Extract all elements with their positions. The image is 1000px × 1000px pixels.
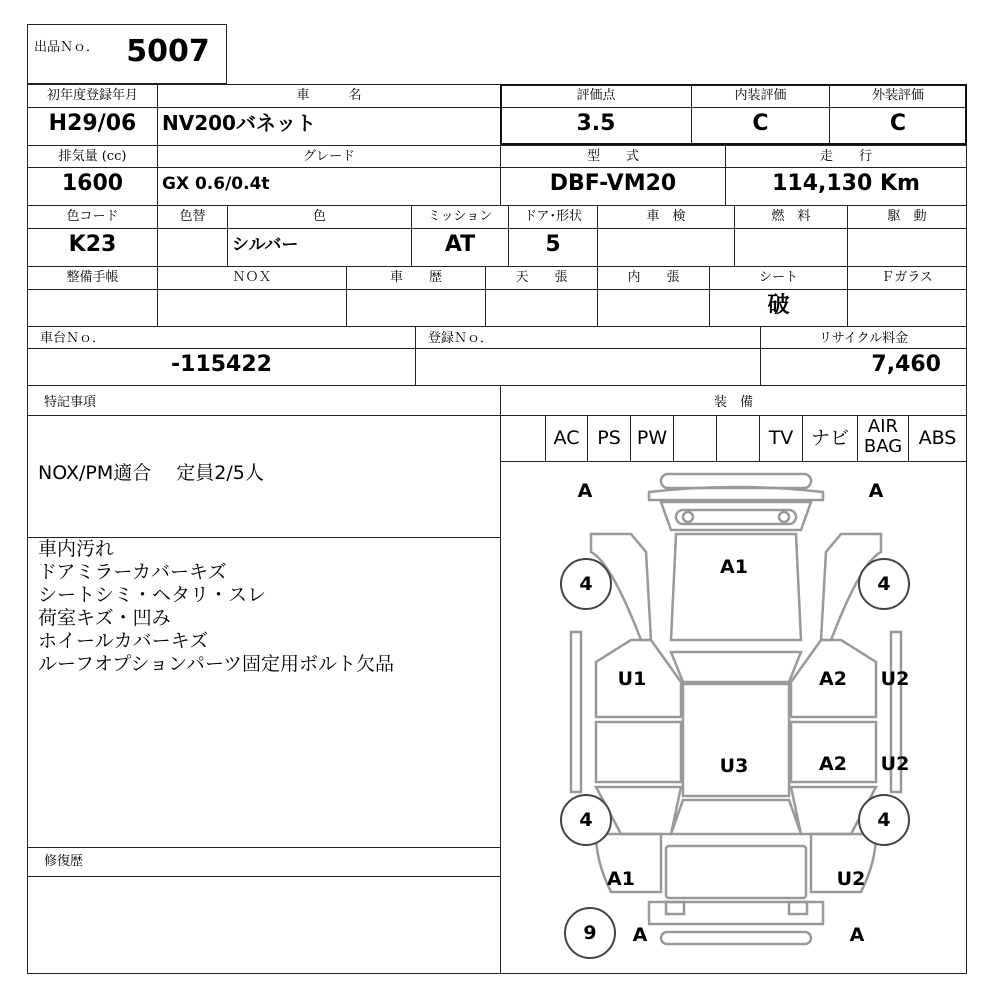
grade-value: GX 0.6/0.4t [162,174,270,194]
cond-left-front-door: U1 [617,668,647,690]
special-notes-label: 特記事項 [44,395,97,410]
equip-airbag: AIR BAG [863,416,903,457]
tire-front-right: 4 [858,558,910,610]
roof-lining-label: 天 張 [515,270,568,285]
remark-item: シートシミ・ヘタリ・スレ [38,584,267,606]
equip-tv: TV [768,427,794,449]
score-value: 3.5 [576,111,616,136]
mission-label: ミッション [427,209,493,224]
mission-value: AT [444,232,476,257]
repaint-label: 色替 [179,209,206,224]
chassis-value: -115422 [171,352,272,377]
door-value: 5 [545,232,561,257]
door-label: ドア･形状 [523,209,583,224]
seat-value: 破 [767,293,790,318]
color-code-value: K23 [68,232,117,257]
cond-right-front-edge: U2 [880,668,910,690]
color-value: シルバー [232,235,299,255]
reg-no-label: 登録Ｎｏ． [428,331,494,346]
remarks-list [38,538,394,676]
drive-label: 駆 動 [887,209,927,224]
cond-bumper-right: A [849,924,865,946]
equip-ac: AC [553,427,580,449]
lot-number: 5007 [126,34,210,69]
fuel-label: 燃 料 [771,209,811,224]
cond-rear-left: A1 [607,868,635,890]
cond-hood: A1 [720,556,748,578]
cond-right-front-door: A2 [819,668,847,690]
reg-date-value: H29/06 [48,111,137,136]
displacement-value: 1600 [61,171,124,196]
exterior-value: C [889,111,907,136]
model-label: 型 式 [586,149,639,164]
service-book-label: 整備手帳 [66,270,119,285]
interior-label: 内装評価 [734,88,787,103]
equip-abs: ABS [918,427,957,449]
cond-front-left: A [577,480,593,502]
seat-label: シート [758,270,798,285]
color-label: 色 [312,209,326,224]
car-diagram [501,462,966,972]
cond-bumper-left: A [632,924,648,946]
glass-label: Ｆガラス [881,270,933,285]
mileage-label: 走 行 [819,149,872,164]
remark-item: ホイールカバーキズ [38,630,209,652]
tire-front-left: 4 [560,558,612,610]
cond-right-rear-edge: U2 [880,753,910,775]
lot-label: 出品Ｎｏ． [34,40,100,55]
chassis-label: 車台Ｎｏ． [40,331,106,346]
repair-history-label: 修復歴 [44,854,84,869]
color-code-label: 色コード [66,209,119,224]
inspection-label: 車 検 [646,209,686,224]
recycle-value: 7,460 [871,352,941,377]
tire-rear-left: 4 [560,794,612,846]
remark-item: ドアミラーカバーキズ [38,561,227,583]
cond-front-right: A [868,480,884,502]
spare-tire: 9 [564,907,616,959]
nox-label: ＮＯＸ [232,270,272,285]
interior-lining-label: 内 張 [627,270,680,285]
car-name-value: NV200バネット [162,111,316,135]
displacement-label: 排気量 (cc) [58,149,127,164]
cond-roof: U3 [719,755,749,777]
equipment-label: 装 備 [713,395,753,410]
equip-navi: ナビ [810,427,849,449]
grade-label: グレード [302,149,355,164]
recycle-label: リサイクル料金 [818,331,909,346]
score-label: 評価点 [576,88,616,103]
remark-item: 車内汚れ [38,538,115,560]
equip-pw: PW [636,427,668,449]
history-label: 車 歴 [389,270,442,285]
equip-ps: PS [597,427,621,449]
cond-right-rear-door: A2 [819,753,847,775]
special-notes-line: NOX/PM適合 定員2/5人 [38,462,264,484]
interior-value: C [752,111,769,136]
remark-item: 荷室キズ・凹み [38,607,171,629]
reg-date-label: 初年度登録年月 [46,88,138,103]
car-name-label: 車 名 [296,88,362,103]
model-value: DBF-VM20 [549,171,677,196]
exterior-label: 外装評価 [871,88,924,103]
tire-rear-right: 4 [858,794,910,846]
mileage-value: 114,130 Km [772,171,920,196]
remark-item: ルーフオプションパーツ固定用ボルト欠品 [38,653,395,675]
cond-rear-right: U2 [836,868,866,890]
